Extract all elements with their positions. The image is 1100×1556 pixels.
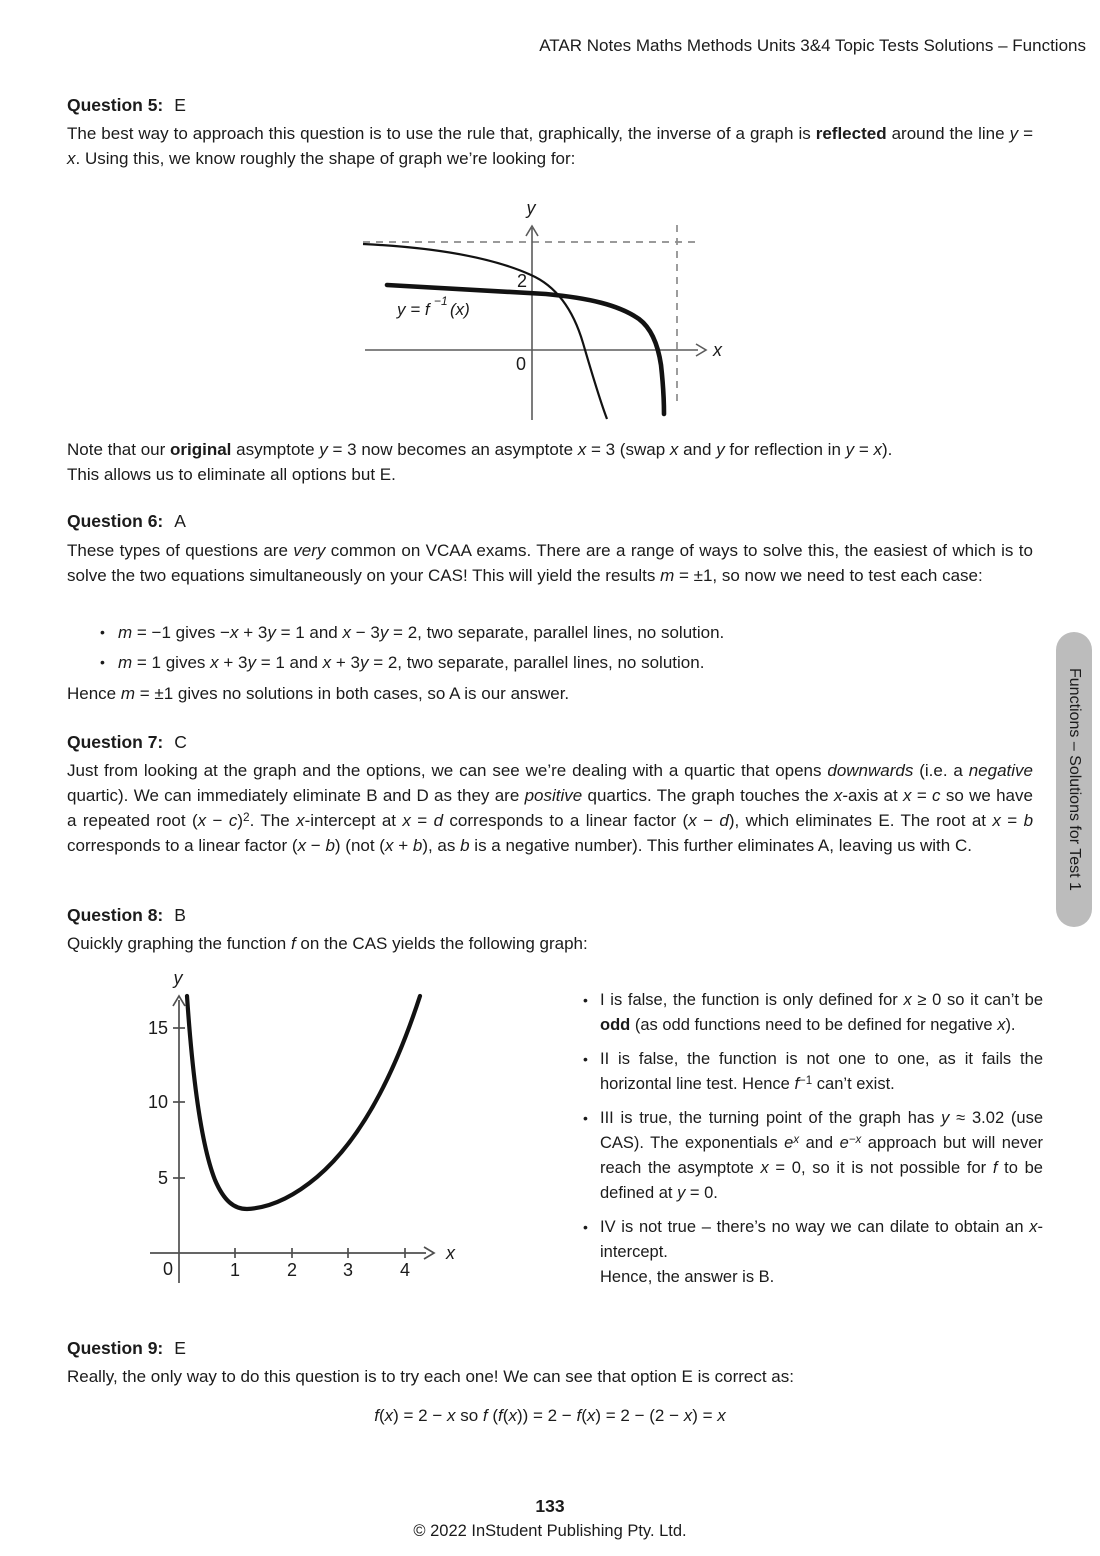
bullet-text: II is false, the function is not one to one, as it fails the horizontal line test. Hence $f^{-1}$ can’t exist. — [600, 1050, 1043, 1093]
bullet-icon: • — [100, 624, 105, 640]
question-5-paragraph: The best way to approach this question is to use the rule that, graphically, the inverse of a graph is reflected around the line y = x. Using this, we know roughly the shape of graph we’re looking for: — [67, 124, 1034, 168]
bullet-icon: • — [583, 1219, 588, 1235]
fig2-y-tick-label-15: 15 — [147, 1018, 168, 1038]
fig2-x-tick-label-2: 2 — [286, 1260, 298, 1280]
bullet-icon: • — [100, 654, 105, 670]
fig2-x-tick-label-4: 4 — [399, 1260, 411, 1280]
inverse-function-graph — [330, 192, 750, 427]
fig2-x-tick-label-3: 3 — [342, 1260, 354, 1280]
fig1-origin-label: 0 — [515, 354, 526, 374]
question-6-label: Question 6: — [67, 511, 164, 531]
section-side-tab-label: Functions – Solutions for Test 1 — [1066, 668, 1083, 891]
fig2-y-tick-label-10: 10 — [147, 1092, 168, 1112]
bullet-text: m = −1 gives −x + 3y = 1 and x − 3y = 2, two separate, parallel lines, no solution. — [118, 623, 725, 642]
section-side-tab — [1056, 632, 1092, 927]
fig2-x-tick-label-1: 1 — [229, 1260, 241, 1280]
fig1-curve-label-argument: (x) — [450, 300, 470, 319]
fig1-x-axis-label: x — [713, 340, 722, 360]
fig1-y-axis-label: y — [526, 198, 536, 218]
bullet-text: I is false, the function is only defined for x ≥ 0 so it can’t be odd (as odd functions need to be defined for negative x). — [600, 991, 1044, 1034]
list-item — [100, 650, 1032, 675]
question-9-answer: E — [174, 1338, 186, 1358]
question-6-conclusion: Hence m = ±1 gives no solutions in both cases, so A is our answer. — [67, 684, 570, 703]
fig2-y-axis-label: y — [173, 968, 183, 988]
question-8-conclusion: Hence, the answer is B. — [600, 1268, 775, 1286]
question-5-note-line2: This allows us to eliminate all options but E. — [67, 465, 396, 484]
bullet-icon: • — [583, 1110, 588, 1126]
question-9-equation: f(x) = 2 − x so f (f(x)) = 2 − f(x) = 2 − (2 − x) = x — [374, 1406, 726, 1425]
copyright-notice: © 2022 InStudent Publishing Pty. Ltd. — [413, 1522, 687, 1540]
page-number: 133 — [535, 1496, 565, 1516]
list-item — [583, 1047, 1043, 1097]
question-8-heading — [67, 905, 186, 926]
bullet-text: IV is not true – there’s no way we can dilate to obtain an x-intercept. — [600, 1218, 1043, 1261]
question-5-answer: E — [174, 95, 186, 115]
question-7-label: Question 7: — [67, 732, 164, 752]
bullet-text: III is true, the turning point of the graph has y ≈ 3.02 (use CAS). The exponentials $e^x$ and $e^{-x}$ approach but will never reach the asymptote x = 0, so it is not possible for f to be defined at y = 0. — [600, 1109, 1044, 1202]
question-9-label: Question 9: — [67, 1338, 164, 1358]
original-function-curve — [363, 244, 607, 419]
question-6-heading — [67, 511, 186, 532]
list-item — [583, 988, 1043, 1038]
bullet-text: m = 1 gives x + 3y = 1 and x + 3y = 2, two separate, parallel lines, no solution. — [118, 653, 705, 672]
fig1-curve-label: y = f — [397, 300, 430, 319]
fig2-x-axis-label: x — [446, 1243, 455, 1263]
question-7-paragraph: Just from looking at the graph and the options, we can see we’re dealing with a quartic that opens downwards (i.e. a negative quartic). We can immediately eliminate B and D as they are positive quartics. The graph touches the x-axis at x = c so we have a repeated root $(x - c)^2$. The x-intercept at x = d corresponds to a linear factor (x − d), which eliminates E. The root at x = b corresponds to a linear factor (x − b) (not (x + b), as b is a negative number). This further eliminates A, leaving us with C. — [67, 761, 1034, 855]
question-8-answer: B — [174, 905, 186, 925]
question-5-note: Note that our original asymptote y = 3 now becomes an asymptote x = 3 (swap x and y for reflection in y = x). — [67, 440, 893, 459]
question-8-paragraph: Quickly graphing the function f on the CAS yields the following graph: — [67, 934, 588, 953]
question-8-label: Question 8: — [67, 905, 164, 925]
question-7-heading — [67, 732, 187, 753]
bullet-icon: • — [583, 992, 588, 1008]
cas-function-graph — [120, 960, 470, 1300]
function-curve — [187, 996, 420, 1209]
question-5-label: Question 5: — [67, 95, 164, 115]
list-item — [100, 620, 1032, 645]
list-item — [583, 1215, 1043, 1265]
question-9-paragraph: Really, the only way to do this question is to try each one! We can see that option E is correct as: — [67, 1367, 794, 1386]
question-6-answer: A — [174, 511, 186, 531]
header-title: ATAR Notes Maths Methods Units 3&4 Topic Tests Solutions – Functions — [539, 36, 1086, 55]
question-8-bullet-list — [583, 988, 1043, 1290]
bullet-icon: • — [583, 1051, 588, 1067]
fig2-origin-label: 0 — [162, 1259, 173, 1279]
question-5-heading — [67, 95, 186, 116]
question-7-answer: C — [174, 732, 187, 752]
fig1-y-tick-2: 2 — [516, 271, 527, 291]
fig1-curve-label-exponent: −1 — [434, 294, 448, 308]
question-9-heading — [67, 1338, 186, 1359]
question-6-bullet-list — [100, 620, 1032, 680]
list-item — [583, 1106, 1043, 1206]
fig2-y-tick-label-5: 5 — [157, 1168, 168, 1188]
question-6-paragraph: These types of questions are very common on VCAA exams. There are a range of ways to solve this, the easiest of which is to solve the two equations simultaneously on your CAS! This will yield the results m = ±1, so now we need to test each case: — [67, 541, 1033, 585]
